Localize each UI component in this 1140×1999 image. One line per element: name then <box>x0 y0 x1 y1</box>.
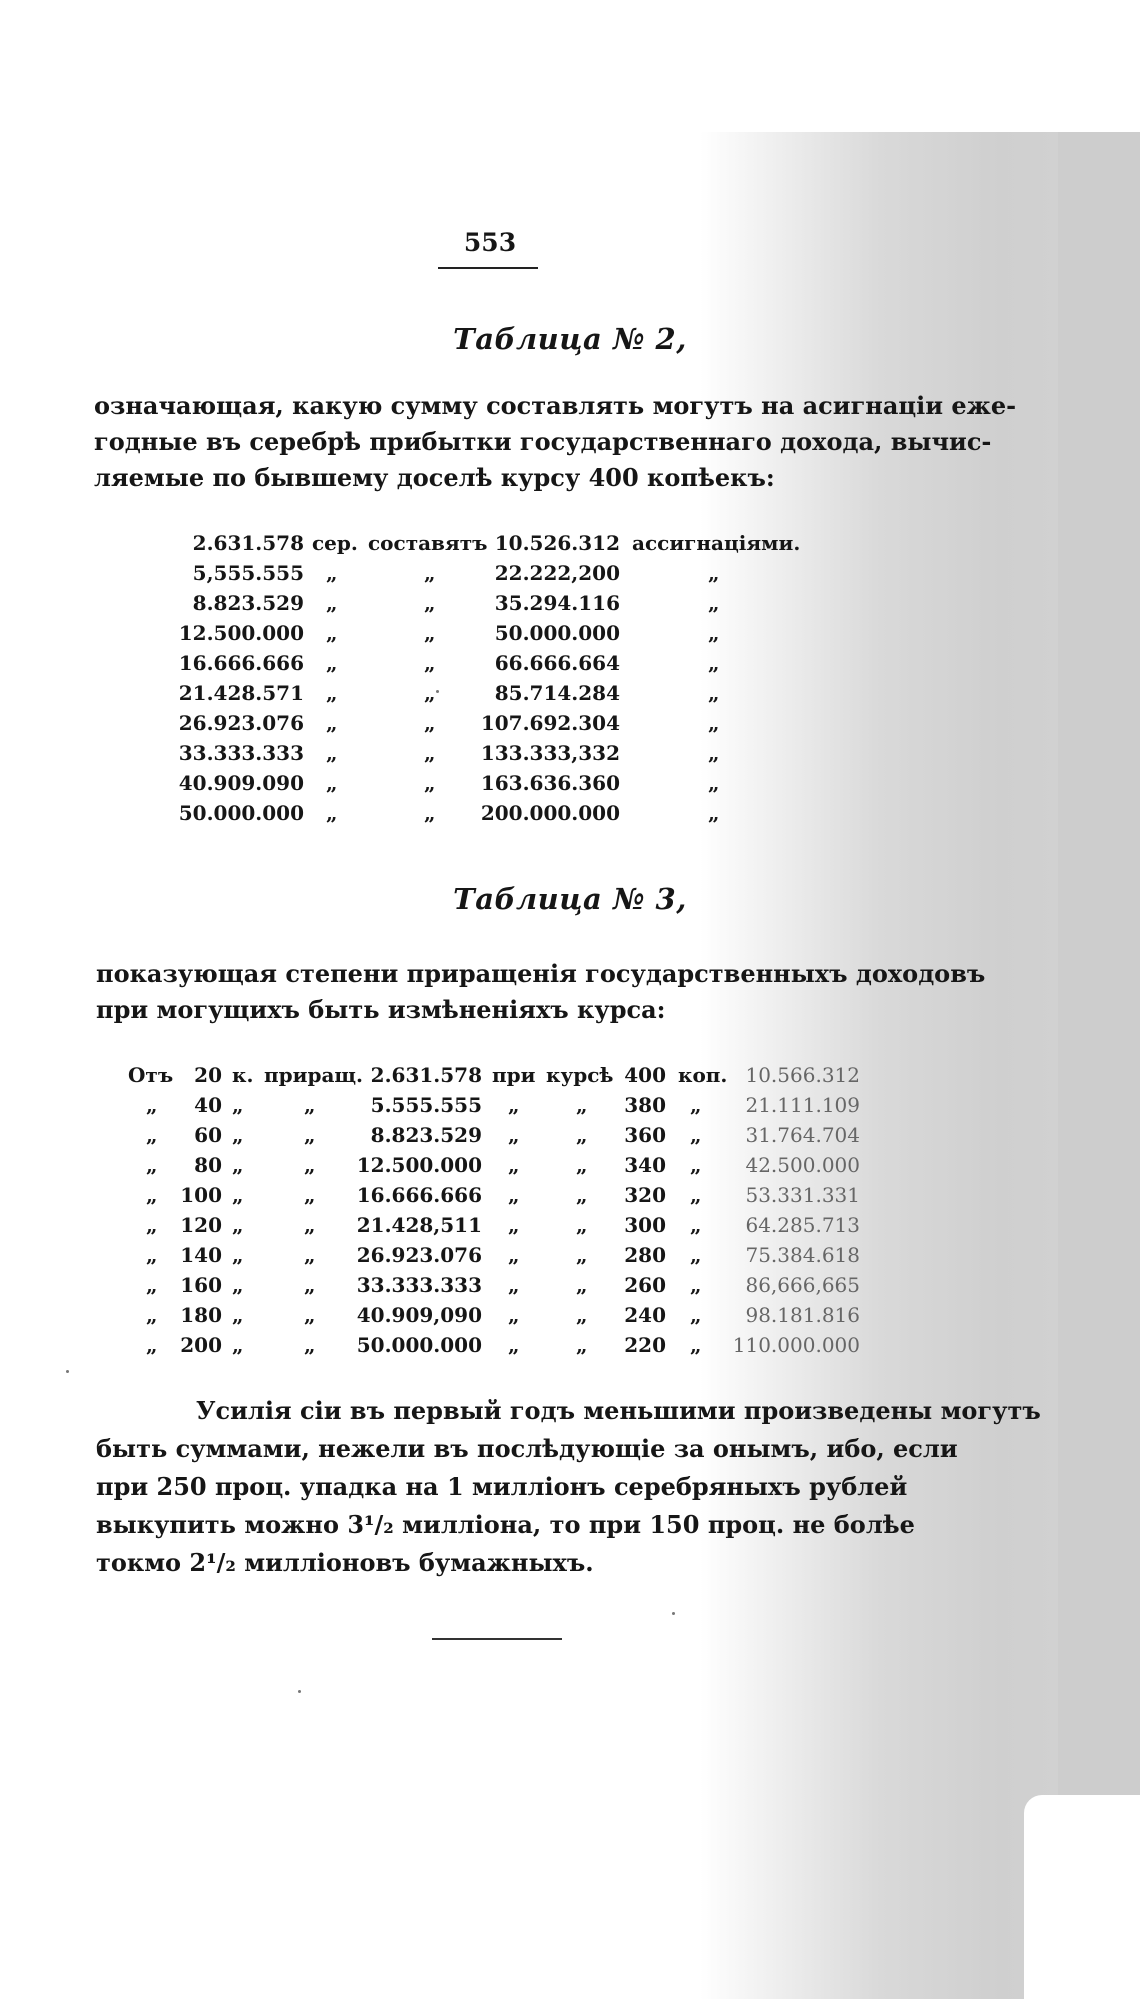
table-row <box>0 558 1140 588</box>
table-cell: 240 <box>624 1303 666 1327</box>
table-cell: 280 <box>624 1243 666 1267</box>
table3-intro-line: при могущихъ быть измѣненiяхъ курса: <box>96 995 666 1024</box>
table-cell: 98.181.816 <box>745 1303 860 1327</box>
table-cell: „ <box>304 1093 316 1117</box>
table-cell: „ <box>576 1333 588 1357</box>
table-cell: „ <box>690 1303 702 1327</box>
page-corner <box>1024 1795 1140 1999</box>
table-cell: 21.428,511 <box>356 1213 482 1237</box>
table-cell: „ <box>508 1213 520 1237</box>
table-cell: 100 <box>180 1183 222 1207</box>
table-cell: 220 <box>624 1333 666 1357</box>
table-cell: „ <box>576 1183 588 1207</box>
table-cell: „ <box>708 741 720 765</box>
page-edge-shadow <box>1058 132 1140 1812</box>
table-cell: 133.333,332 <box>480 741 620 765</box>
table-cell: 10.526.312 <box>494 531 620 555</box>
table-cell: „ <box>232 1333 244 1357</box>
table-cell: 8.823.529 <box>192 591 304 615</box>
table-cell: „ <box>304 1183 316 1207</box>
table-cell: „ <box>424 711 436 735</box>
table-cell: 75.384.618 <box>745 1243 860 1267</box>
table-cell: „ <box>708 651 720 675</box>
table-cell: 200 <box>180 1333 222 1357</box>
table-cell: „ <box>424 681 436 705</box>
table-row <box>0 708 1140 738</box>
table-row <box>0 678 1140 708</box>
table-cell: „ <box>232 1183 244 1207</box>
table-cell: 140 <box>180 1243 222 1267</box>
table-cell: „ <box>508 1183 520 1207</box>
table-cell: „ <box>576 1303 588 1327</box>
table-cell: „ <box>304 1153 316 1177</box>
table-cell: 16.666.666 <box>178 651 304 675</box>
table-cell: курсѣ <box>546 1063 614 1087</box>
table-row <box>0 1330 1140 1360</box>
table-cell: „ <box>326 621 338 645</box>
table-cell: „ <box>146 1273 158 1297</box>
table-cell: составятъ <box>368 531 488 555</box>
table-cell: 40 <box>194 1093 222 1117</box>
table-row <box>0 1090 1140 1120</box>
table3-title: Таблица № 3, <box>453 882 687 916</box>
table-cell: 180 <box>180 1303 222 1327</box>
table-row <box>0 768 1140 798</box>
table-cell: „ <box>304 1273 316 1297</box>
table-cell: „ <box>708 771 720 795</box>
table-row <box>0 1060 1140 1090</box>
table-cell: „ <box>508 1153 520 1177</box>
table-cell: „ <box>708 681 720 705</box>
table-row <box>0 1300 1140 1330</box>
table-cell: „ <box>232 1153 244 1177</box>
table-cell: „ <box>576 1273 588 1297</box>
closing-line: быть суммами, нежели въ послѣдующiе за онымъ, ибо, если <box>96 1434 958 1463</box>
closing-line: выкупить можно 3¹/₂ миллiона, то при 150 проц. не болѣе <box>96 1510 915 1539</box>
table-cell: „ <box>146 1243 158 1267</box>
table-cell: „ <box>304 1243 316 1267</box>
table-cell: „ <box>690 1183 702 1207</box>
table-cell: „ <box>708 801 720 825</box>
table-cell: „ <box>232 1273 244 1297</box>
table-cell: „ <box>708 561 720 585</box>
table-cell: „ <box>232 1243 244 1267</box>
table-cell: „ <box>326 801 338 825</box>
table-cell: 26.923.076 <box>356 1243 482 1267</box>
table-cell: „ <box>424 771 436 795</box>
table-cell: 21.428.571 <box>178 681 304 705</box>
table-cell: 160 <box>180 1273 222 1297</box>
table-cell: 320 <box>624 1183 666 1207</box>
table-cell: „ <box>576 1213 588 1237</box>
table-cell: „ <box>424 651 436 675</box>
table-cell: 40.909,090 <box>356 1303 482 1327</box>
table-cell: „ <box>690 1243 702 1267</box>
table-cell: „ <box>690 1123 702 1147</box>
table-cell: „ <box>232 1123 244 1147</box>
table-cell: „ <box>424 621 436 645</box>
table-cell: 10.566.312 <box>745 1063 860 1087</box>
table2-intro-line: означающая, какую сумму составлять могутъ на асигнацiи еже- <box>94 391 1017 420</box>
page-number-rule <box>438 267 538 269</box>
table-cell: „ <box>576 1153 588 1177</box>
table-row <box>0 648 1140 678</box>
table-cell: „ <box>508 1243 520 1267</box>
table-cell: 22.222,200 <box>494 561 620 585</box>
table-cell: „ <box>304 1333 316 1357</box>
table-cell: „ <box>690 1333 702 1357</box>
table-cell: „ <box>690 1213 702 1237</box>
table-cell: 50.000.000 <box>178 801 304 825</box>
table-cell: 60 <box>194 1123 222 1147</box>
table2-intro-line: годные въ серебрѣ прибытки государственнаго дохода, вычис- <box>94 427 992 456</box>
table-cell: „ <box>146 1153 158 1177</box>
table-row <box>0 528 1140 558</box>
table-cell: 8.823.529 <box>370 1123 482 1147</box>
table-cell: 21.111.109 <box>745 1093 860 1117</box>
table-cell: „ <box>146 1303 158 1327</box>
table-cell: „ <box>708 711 720 735</box>
table-cell: 80 <box>194 1153 222 1177</box>
table-cell: 260 <box>624 1273 666 1297</box>
table-cell: „ <box>576 1123 588 1147</box>
table-cell: „ <box>424 591 436 615</box>
table-cell: „ <box>424 561 436 585</box>
table-cell: „ <box>690 1093 702 1117</box>
table-cell: „ <box>232 1093 244 1117</box>
table-cell: 12.500.000 <box>356 1153 482 1177</box>
table-cell: сер. <box>312 531 358 555</box>
table-row <box>0 588 1140 618</box>
table3 <box>0 1060 1140 1360</box>
table-cell: „ <box>304 1123 316 1147</box>
table-cell: приращ. <box>264 1063 364 1087</box>
table-cell: 5,555.555 <box>192 561 304 585</box>
table-cell: „ <box>146 1213 158 1237</box>
end-rule <box>432 1638 562 1640</box>
table-cell: „ <box>690 1273 702 1297</box>
table-cell: „ <box>326 741 338 765</box>
table-cell: „ <box>326 681 338 705</box>
page-number: 553 <box>463 228 517 257</box>
table2 <box>0 528 1140 828</box>
table-row <box>0 1210 1140 1240</box>
table-cell: 86,666,665 <box>745 1273 860 1297</box>
table-cell: 66.666.664 <box>494 651 620 675</box>
table-cell: „ <box>326 561 338 585</box>
table-cell: 107.692.304 <box>480 711 620 735</box>
table2-intro-line: ляемые по бывшему доселѣ курсу 400 копѣекъ: <box>94 463 775 492</box>
table-cell: Отъ <box>128 1063 174 1087</box>
table-cell: 26.923.076 <box>178 711 304 735</box>
closing-paragraph <box>96 1392 1041 1582</box>
closing-line: токмо 2¹/₂ миллiоновъ бумажныхъ. <box>96 1548 594 1577</box>
table-cell: 300 <box>624 1213 666 1237</box>
table-cell: 40.909.090 <box>178 771 304 795</box>
table-cell: ассигнацiями. <box>632 531 801 555</box>
table-cell: 50.000.000 <box>494 621 620 645</box>
table-cell: 340 <box>624 1153 666 1177</box>
table-cell: „ <box>576 1243 588 1267</box>
table-cell: 31.764.704 <box>745 1123 860 1147</box>
scan-speck <box>298 1690 301 1693</box>
table-cell: 42.500.000 <box>745 1153 860 1177</box>
table-cell: 50.000.000 <box>356 1333 482 1357</box>
table-cell: 16.666.666 <box>356 1183 482 1207</box>
table-cell: коп. <box>678 1063 728 1087</box>
table-cell: 85.714.284 <box>494 681 620 705</box>
table2-title: Таблица № 2, <box>453 322 687 356</box>
table-cell: „ <box>576 1093 588 1117</box>
scan-speck <box>436 690 439 693</box>
table-row <box>0 738 1140 768</box>
table-cell: „ <box>508 1333 520 1357</box>
closing-line: Усилiя сiи въ первый годъ меньшими произведены могутъ <box>196 1396 1041 1425</box>
table-cell: при <box>492 1063 536 1087</box>
table-cell: 33.333.333 <box>178 741 304 765</box>
table-row <box>0 1270 1140 1300</box>
table-cell: „ <box>304 1213 316 1237</box>
table-cell: „ <box>708 621 720 645</box>
table-cell: „ <box>146 1333 158 1357</box>
table-cell: 33.333.333 <box>356 1273 482 1297</box>
table-cell: 360 <box>624 1123 666 1147</box>
table-cell: „ <box>146 1093 158 1117</box>
table-cell: „ <box>508 1273 520 1297</box>
table-cell: „ <box>508 1303 520 1327</box>
table-cell: „ <box>690 1153 702 1177</box>
table-row <box>0 1180 1140 1210</box>
table-cell: 120 <box>180 1213 222 1237</box>
table-cell: 20 <box>194 1063 222 1087</box>
table-cell: „ <box>326 771 338 795</box>
table3-intro-line: показующая степени приращенiя государственныхъ доходовъ <box>96 959 986 988</box>
table-cell: „ <box>326 711 338 735</box>
table-row <box>0 1120 1140 1150</box>
table-cell: 110.000.000 <box>732 1333 860 1357</box>
table3-intro <box>96 956 986 1028</box>
table-row <box>0 798 1140 828</box>
table-cell: „ <box>326 651 338 675</box>
table-cell: „ <box>508 1093 520 1117</box>
table-cell: 5.555.555 <box>370 1093 482 1117</box>
scan-speck <box>66 1370 69 1373</box>
table-cell: „ <box>424 801 436 825</box>
table-cell: „ <box>232 1303 244 1327</box>
table2-intro <box>94 388 1017 496</box>
top-margin <box>0 0 1140 132</box>
table-row <box>0 618 1140 648</box>
table-cell: „ <box>304 1303 316 1327</box>
table-cell: „ <box>326 591 338 615</box>
table-cell: 380 <box>624 1093 666 1117</box>
closing-line: при 250 проц. упадка на 1 миллiонъ серебряныхъ рублей <box>96 1472 908 1501</box>
table-cell: 64.285.713 <box>745 1213 860 1237</box>
table-cell: 163.636.360 <box>480 771 620 795</box>
table-cell: 2.631.578 <box>370 1063 482 1087</box>
table-cell: „ <box>146 1183 158 1207</box>
table-cell: 12.500.000 <box>178 621 304 645</box>
table-cell: 35.294.116 <box>494 591 620 615</box>
table-row <box>0 1240 1140 1270</box>
table-cell: к. <box>232 1063 254 1087</box>
table-cell: „ <box>146 1123 158 1147</box>
table-row <box>0 1150 1140 1180</box>
scan-speck <box>672 1612 675 1615</box>
table-cell: „ <box>424 741 436 765</box>
table-cell: 2.631.578 <box>192 531 304 555</box>
table-cell: 53.331.331 <box>745 1183 860 1207</box>
table-cell: „ <box>508 1123 520 1147</box>
table-cell: 200.000.000 <box>480 801 620 825</box>
table-cell: „ <box>708 591 720 615</box>
table-cell: 400 <box>624 1063 666 1087</box>
table-cell: „ <box>232 1213 244 1237</box>
